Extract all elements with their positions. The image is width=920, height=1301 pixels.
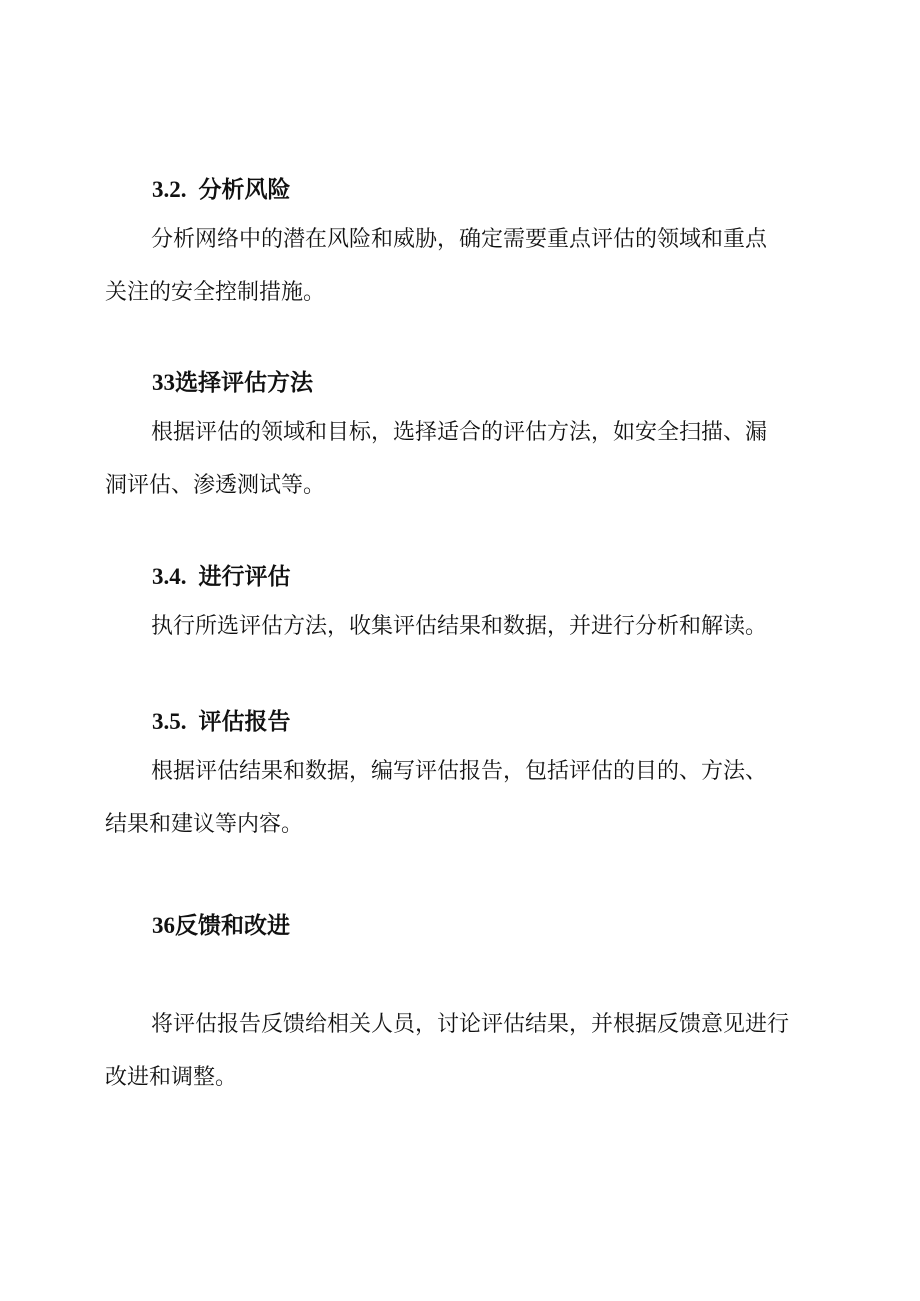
section-number: 3.4. [152,564,187,589]
paragraph-line: 将评估报告反馈给相关人员，讨论评估结果，并根据反馈意见进行 [151,1012,790,1037]
section-number: 3.2. [152,177,187,202]
section-number: 33 [152,370,175,395]
paragraph-line: 关注的安全控制措施。 [105,280,326,305]
paragraph-line: 根据评估结果和数据，编写评估报告，包括评估的目的、方法、 [151,759,768,784]
paragraph-line: 根据评估的领域和目标，选择适合的评估方法，如安全扫描、漏 [151,420,768,445]
section-heading-3-4 [152,562,291,592]
section-title: 分析风险 [198,177,291,203]
section-paragraph-3-2 [105,213,819,319]
section-title: 评估报告 [198,709,291,735]
section-title: 反馈和改进 [175,913,290,939]
section-paragraph-3-4 [105,600,819,653]
paragraph-line: 执行所选评估方法，收集评估结果和数据，并进行分析和解读。 [151,614,768,639]
paragraph-line: 洞评估、渗透测试等。 [105,473,326,498]
section-paragraph-3-3 [105,406,819,512]
section-title: 进行评估 [198,564,291,590]
section-heading-3-6 [152,911,290,941]
section-heading-3-5 [152,707,291,737]
section-number: 36 [152,913,175,938]
section-paragraph-3-6 [105,998,819,1104]
section-heading-3-2 [152,175,291,205]
paragraph-line: 分析网络中的潜在风险和威胁，确定需要重点评估的领域和重点 [151,227,768,252]
paragraph-line: 改进和调整。 [105,1065,238,1090]
section-paragraph-3-5 [105,745,819,851]
paragraph-line: 结果和建议等内容。 [105,812,304,837]
section-title: 选择评估方法 [175,370,313,396]
section-number: 3.5. [152,709,187,734]
section-heading-3-3 [152,368,313,398]
